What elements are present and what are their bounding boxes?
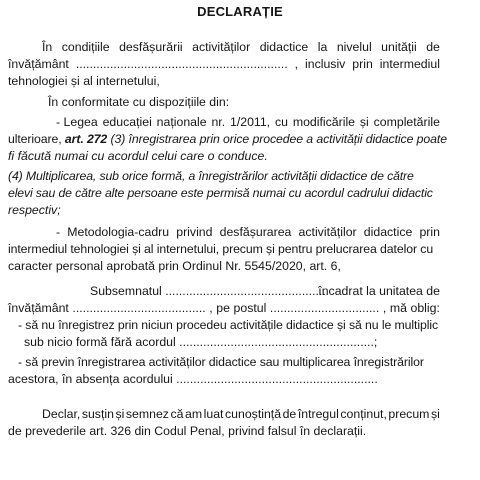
word: Metodologia-cadru [67, 225, 170, 239]
word: învățământ [8, 301, 69, 315]
law-text: ulterioare, [8, 132, 65, 146]
word: intermediul [379, 57, 440, 71]
word: învățământ [8, 57, 69, 71]
word: desfășurarea [219, 225, 292, 239]
word: condițiile [61, 40, 110, 54]
word: În [42, 40, 53, 54]
word: și [359, 115, 369, 129]
paragraph-1-line-3: tehnologiei și al internetului, [8, 74, 160, 88]
word: didactice [363, 225, 413, 239]
word: postul [233, 301, 267, 315]
para4-line-2: elevi sau de către alte persoane este permisă numai cu acordul cadrului didactic [8, 186, 433, 200]
paragraph-1-line-2 [8, 57, 440, 72]
word: cunoștință [225, 407, 282, 421]
law-line-2 [8, 132, 447, 147]
conformity-intro: În conformitate cu dispozițiile din: [48, 95, 230, 109]
word: unității [381, 40, 417, 54]
blank-position-field: ................................ [269, 301, 380, 315]
obligation-1-line-1: - să nu înregistrez prin niciun procedeu activitățile didactice și să nu le multiplic [18, 318, 439, 332]
signatory-line-2 [8, 301, 440, 316]
word: prin [419, 225, 440, 239]
word: luat [203, 407, 224, 421]
word: precum [388, 407, 430, 421]
word: mă [389, 301, 407, 315]
word: activităților [192, 40, 251, 54]
para4-line-1: (4) Multiplicarea, sub orice formă, a înregistrărilor activității didactice de către [8, 169, 414, 183]
article-reference: art. 272 [64, 132, 108, 146]
word: și [430, 407, 440, 421]
methodology-line-3: caracter personal aprobată prin Ordinul Nr. 5545/2020, art. 6, [8, 259, 341, 273]
word: educației [102, 115, 152, 129]
methodology-line-2: intermediul tehnologiei și al internetului, precum și pentru prelucrarea datelor cu [8, 242, 434, 256]
word: conținut, [340, 407, 387, 421]
word: la [317, 40, 328, 54]
signatory-line-1-a: Subsemnatul ............................................... [90, 284, 326, 298]
obligation-1-line-2: sub nicio formă fără acordul .........................................................; [24, 335, 378, 349]
law-line-3: fi făcută numai cu acordul celui care o conduce. [8, 149, 268, 163]
para4-line-3: respectiv; [8, 203, 61, 217]
word: întregul [297, 407, 339, 421]
obligation-2-line-2: acestora, în absența acordului ........................................................... [8, 372, 378, 386]
word: cu [274, 115, 288, 129]
word: Declar, [42, 407, 81, 421]
obligation-2-line-1: - să previn înregistrarea activităților didactice sau multiplicarea înregistrărilor [18, 355, 424, 369]
word: - [56, 225, 61, 239]
word: desfășurării [119, 40, 183, 54]
word: nr. [211, 115, 226, 129]
methodology-line-1 [56, 225, 440, 240]
word: susțin [81, 407, 114, 421]
word: am [185, 407, 203, 421]
word: didactice [259, 40, 309, 54]
word: , [382, 301, 387, 315]
word: , [294, 57, 299, 71]
law-quote: (3) înregistrarea prin orice procedee a activității didactice poate [107, 132, 447, 146]
final-line-2: de prevederile art. 326 din Codul Penal, privind falsul în declarații. [8, 424, 367, 438]
signatory-line-1-b: încadrat la unitatea de [318, 284, 440, 298]
word: , [209, 301, 213, 315]
word: de [426, 40, 440, 54]
law-line-1 [56, 115, 440, 130]
document-title: DECLARAȚIE [197, 4, 283, 19]
word: - Legea [56, 115, 98, 129]
word: modificările [292, 115, 356, 129]
word: că [170, 407, 184, 421]
word: semnez [125, 407, 169, 421]
word: naționale [156, 115, 207, 129]
word: nivelul [336, 40, 372, 54]
word: de [282, 407, 297, 421]
final-line-1 [42, 407, 440, 422]
word: activităților [298, 225, 357, 239]
word: oblig: [410, 301, 440, 315]
word: 1/2011, [229, 115, 271, 129]
word: și [115, 407, 125, 421]
blank-unit-field: .............................................................. [75, 57, 288, 71]
blank-unit-field: ....................................... [72, 301, 206, 315]
word: privind [176, 225, 213, 239]
paragraph-1-line-1 [42, 40, 440, 55]
word: inclusiv [305, 57, 346, 71]
word: completările [373, 115, 440, 129]
word: prin [352, 57, 373, 71]
word: pe [216, 301, 230, 315]
